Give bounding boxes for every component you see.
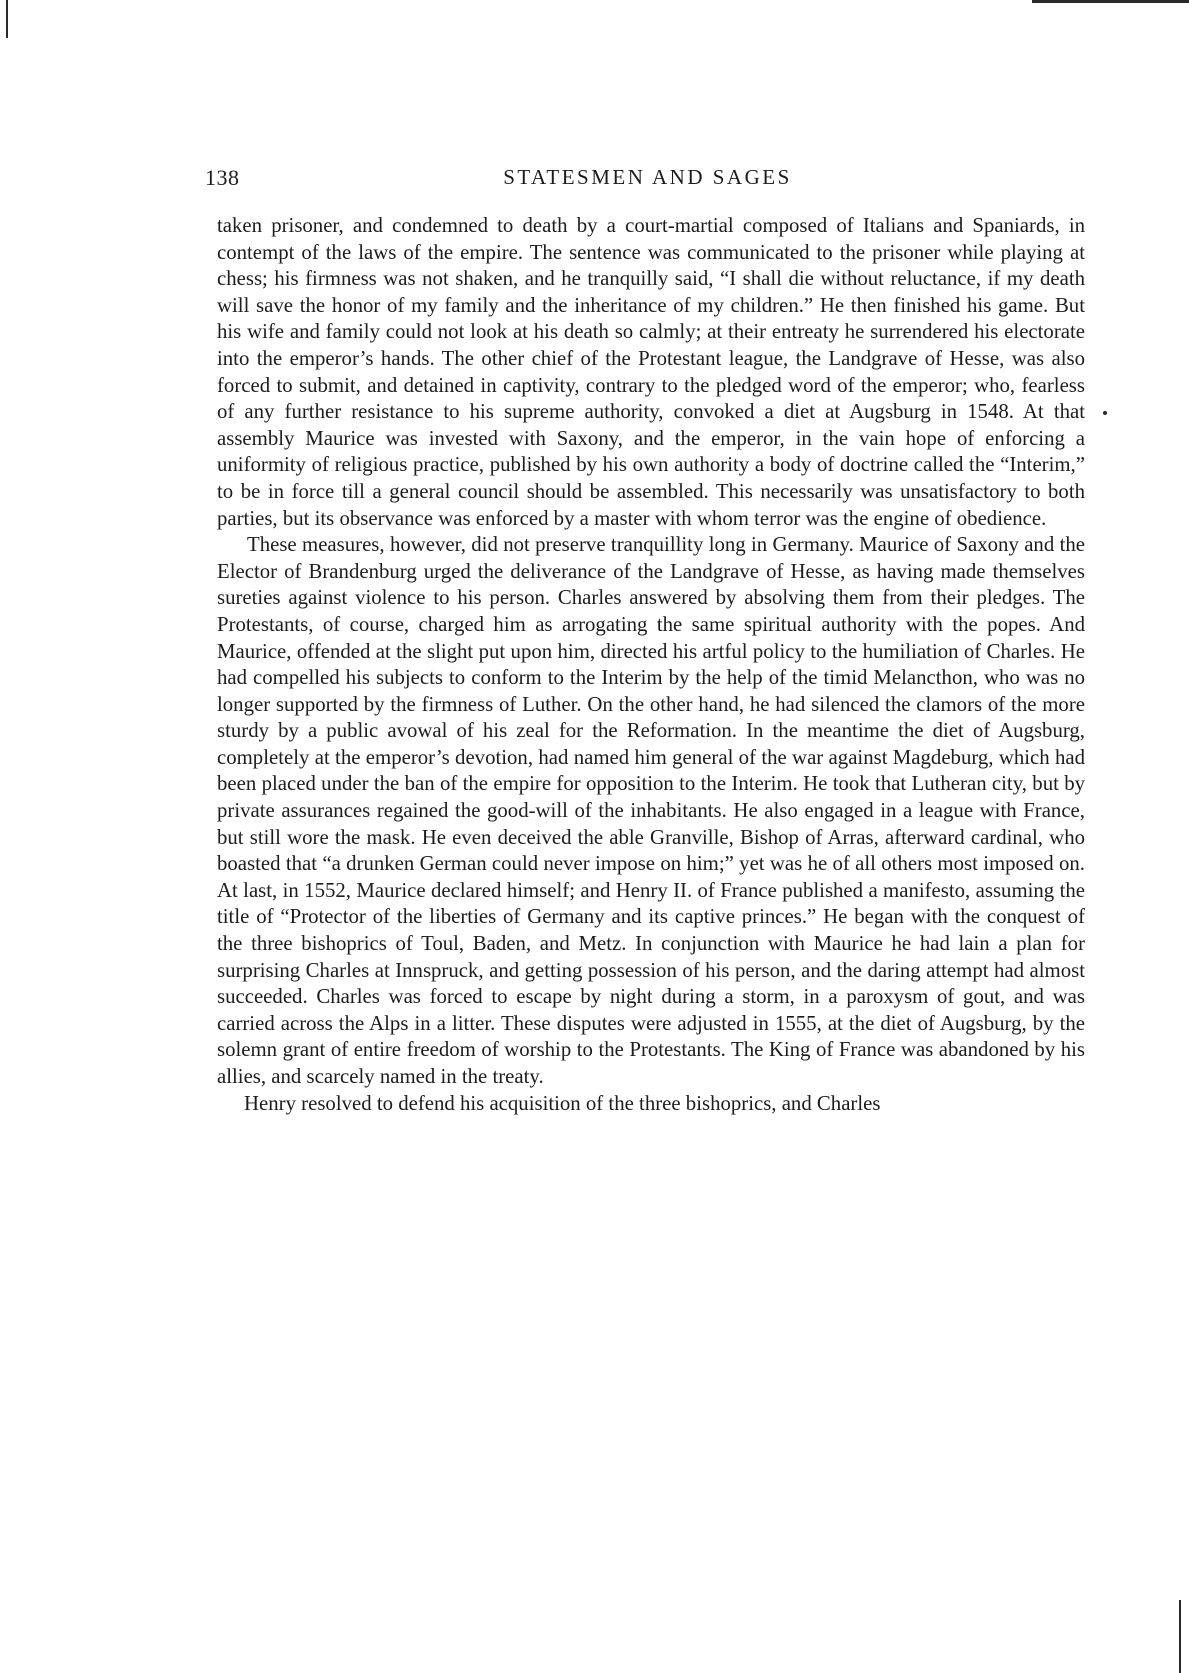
paragraph: Henry resolved to defend his acquisition of the three bishoprics, and Charles <box>244 1091 881 1115</box>
page-header: STATESMEN AND SAGES <box>503 165 792 189</box>
paragraph: taken prisoner, and condemned to death by a court-martial composed of Italians and Spaniards, in contempt of the laws of the empire. The sentence was communicated to the prisoner while playing at chess; his firmness was not shaken, and he tranquilly said, “I shall die without reluctance, if my death will save the honor of my family and the inheritance of my children.” He then finished his game. But his wife and family could not look at his death so calmly; at their entreaty he surrendered his electorate into the emperor’s hands. The other chief of the Protestant league, the Landgrave of Hesse, was also forced to submit, and detained in captivity, contrary to the pledged word of the emperor; who, fearless of any further resistance to his supreme authority, convoked a diet at Augsburg in 1548. At that assembly Maurice was invested with Saxony, and the emperor, in the vain hope of enforcing a uniformity of religious practice, published by his own authority a body of doctrine called the “Interim,” to be in force till a general council should be assembled. This necessarily was unsatisfactory to both parties, but its observance was enforced by a master with whom terror was the engine of obedience. <box>217 214 1085 530</box>
page-number: 138 <box>205 165 240 190</box>
scan-speck <box>1103 411 1107 415</box>
paragraph: These measures, however, did not preserve tranquillity long in Germany. Maurice of Saxony and the Elector of Brandenburg urged the deliverance of the Landgrave of Hesse, as having made themselves sureties against violence to his person. Charles answered by absolving them from their pledges. The Protestants, of course, charged him as arrogating the same spiritual authority with the popes. And Maurice, offended at the slight put upon him, directed his artful policy to the humiliation of Charles. He had compelled his subjects to conform to the Interim by the help of the timid Melancthon, who was no longer supported by the firmness of Luther. On the other hand, he had silenced the clamors of the more sturdy by a public avowal of his zeal for the Reformation. In the meantime the diet of Augsburg, completely at the emperor’s devotion, had named him general of the war against Magdeburg, which had been placed under the ban of the empire for opposition to the Interim. He took that Lutheran city, but by private assurances regained the good-will of the inhabitants. He also engaged in a league with France, but still wore the mask. He even deceived the able Granville, Bishop of Arras, afterward cardinal, who boasted that “a drunken German could never impose on him;” yet was he of all others most imposed on. At last, in 1552, Maurice declared himself; and Henry II. of France published a manifesto, assuming the title of “Protector of the liberties of Germany and its captive princes.” He began with the conquest of the three bishoprics of Toul, Baden, and Metz. In conjunction with Maurice he had lain a plan for surprising Charles at Innspruck, and getting possession of his person, and the daring attempt had almost succeeded. Charles was forced to escape by night during a storm, in a paroxysm of gout, and was carried across the Alps in a litter. These disputes were adjusted in 1555, at the diet of Augsburg, by the solemn grant of entire freedom of worship to the Protestants. The King of France was abandoned by his allies, and scarcely named in the treaty. <box>217 533 1085 1088</box>
scan-edge-mark-top <box>1032 0 1189 3</box>
running-head <box>205 165 1090 197</box>
scan-edge-mark-bottom <box>1179 1600 1181 1673</box>
body-text <box>217 213 1085 1117</box>
scan-edge-mark-left <box>6 0 8 38</box>
